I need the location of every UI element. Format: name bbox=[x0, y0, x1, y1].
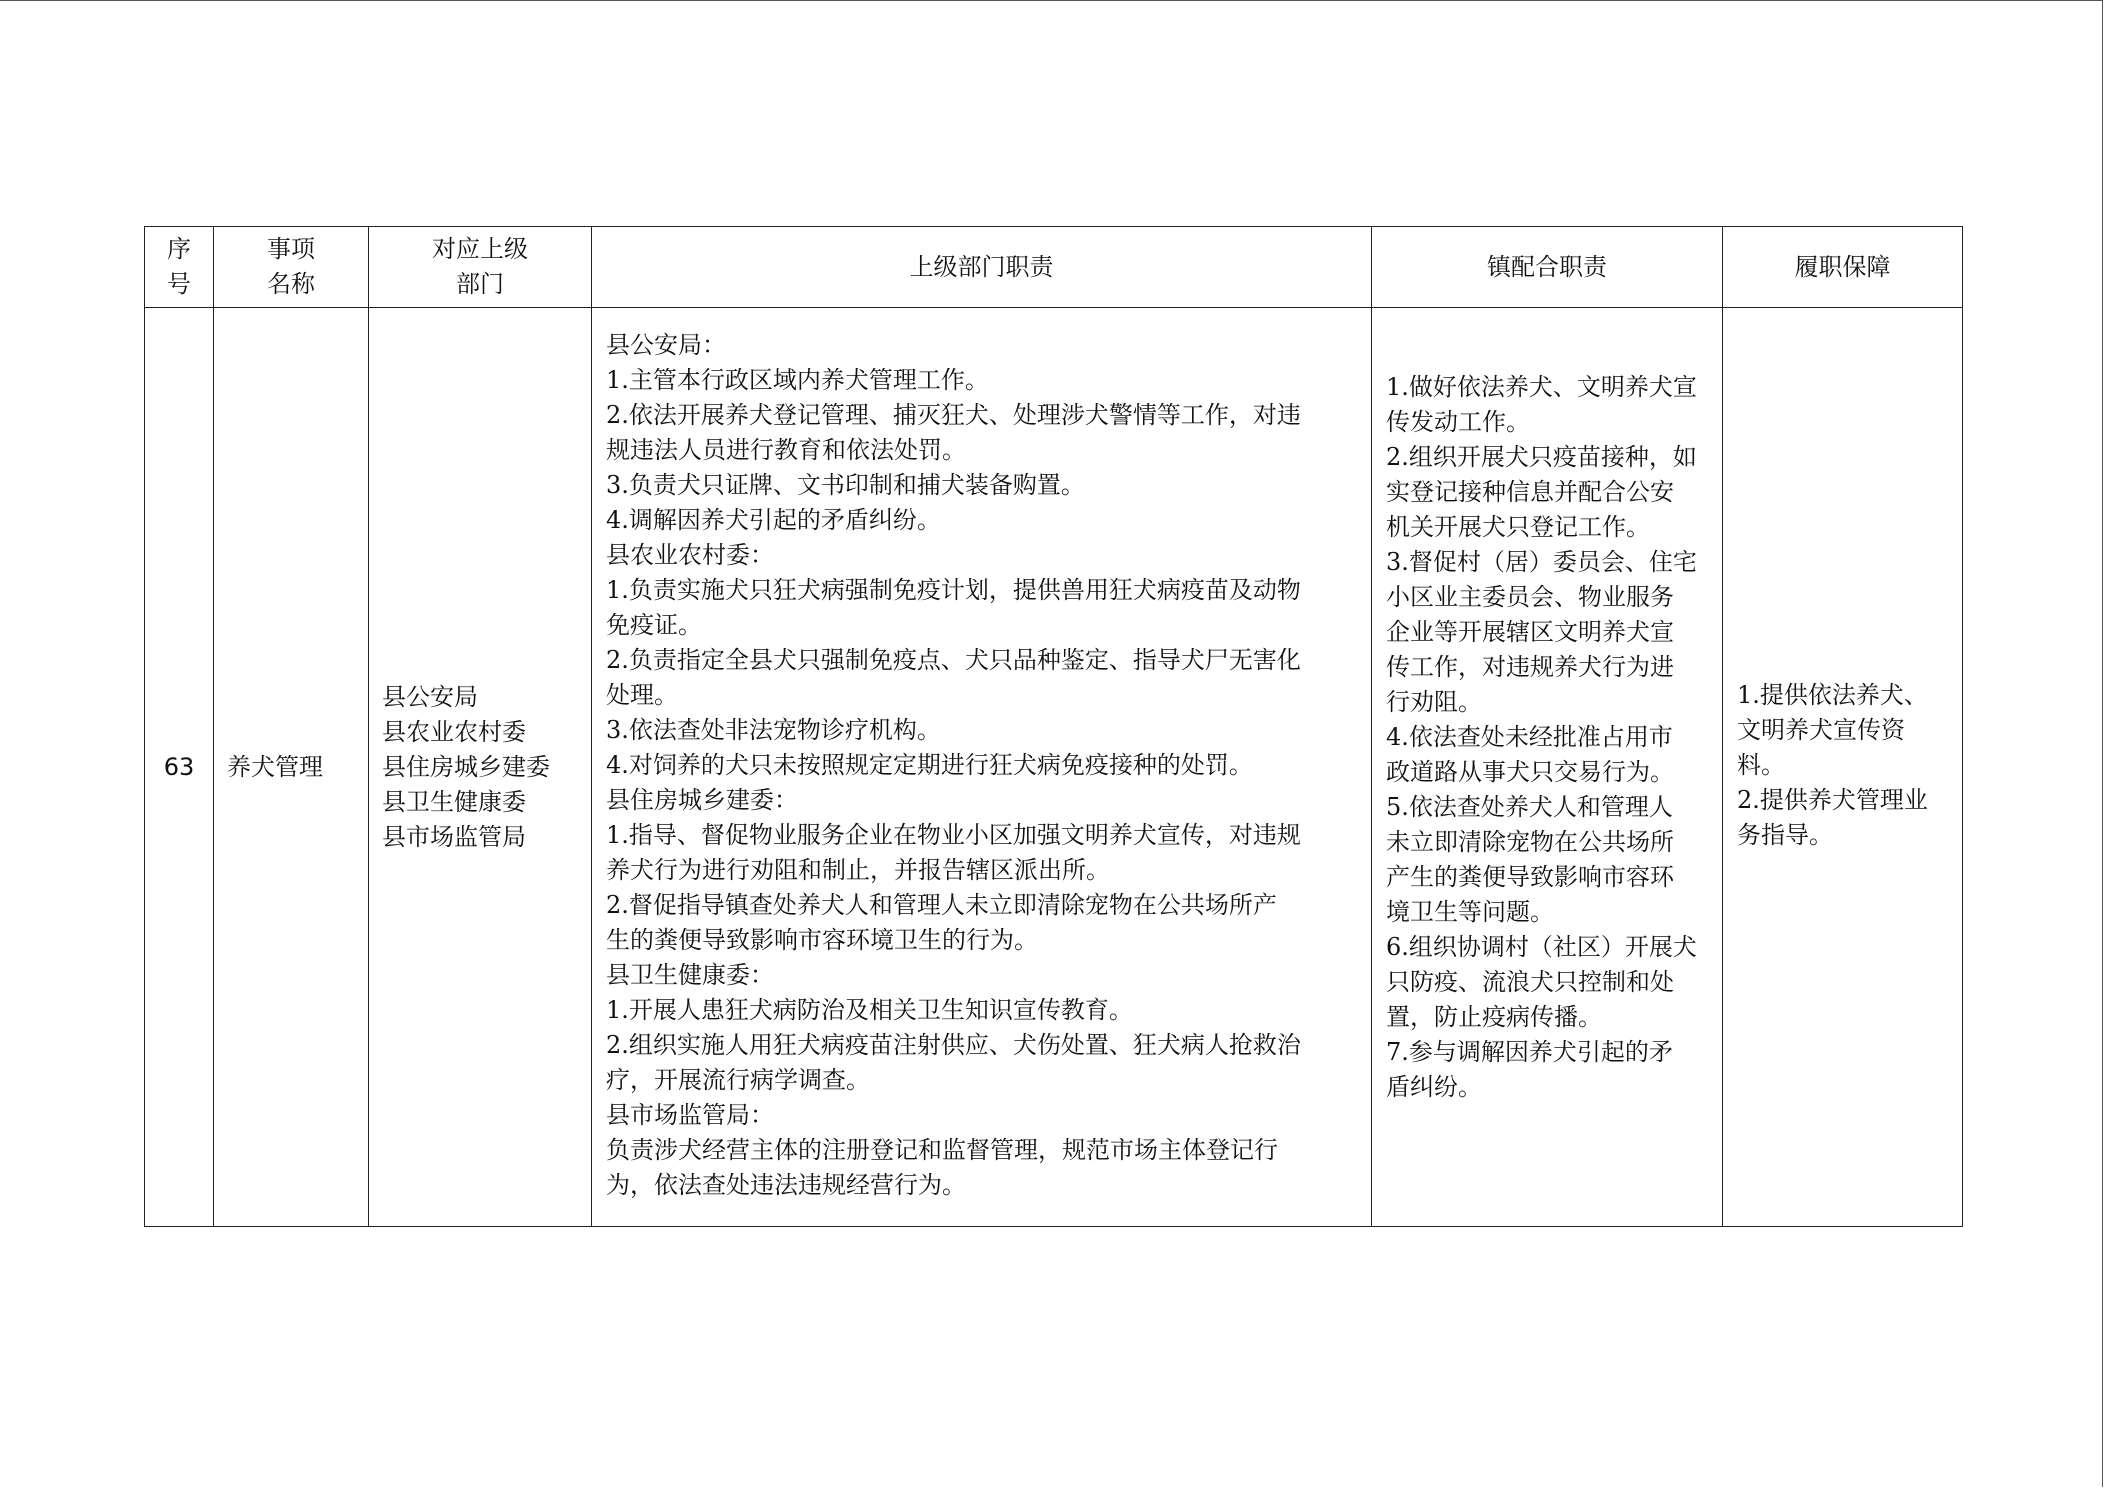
guarantee-line: 文明养犬宣传资 bbox=[1737, 715, 1905, 744]
town-duty-line: 政道路从事犬只交易行为。 bbox=[1386, 757, 1674, 786]
guarantee-line: 务指导。 bbox=[1737, 820, 1833, 849]
upper-duty-line: 生的粪便导致影响市容环境卫生的行为。 bbox=[606, 925, 1038, 954]
upper-duty-line: 2.督促指导镇查处养犬人和管理人未立即清除宠物在公共场所产 bbox=[606, 890, 1277, 919]
upper-duty-line: 免疫证。 bbox=[606, 610, 702, 639]
town-duty-line: 1.做好依法养犬、文明养犬宣 bbox=[1386, 372, 1697, 401]
upper-duty-line: 养犬行为进行劝阻和制止，并报告辖区派出所。 bbox=[606, 855, 1110, 884]
upper-duty-line: 3.依法查处非法宠物诊疗机构。 bbox=[606, 715, 941, 744]
header-dept-line: 部门 bbox=[456, 270, 504, 298]
upper-duty-line: 4.调解因养犬引起的矛盾纠纷。 bbox=[606, 505, 941, 534]
guarantee-line: 1.提供依法养犬、 bbox=[1737, 680, 1928, 709]
town-duty-line: 3.督促村（居）委员会、住宅 bbox=[1386, 547, 1697, 576]
town-duty-line: 传发动工作。 bbox=[1386, 407, 1530, 436]
town-duty-line: 2.组织开展犬只疫苗接种，如 bbox=[1386, 442, 1697, 471]
upper-duty-line: 疗，开展流行病学调查。 bbox=[606, 1065, 870, 1094]
upper-duty-line: 为，依法查处违法违规经营行为。 bbox=[606, 1170, 966, 1199]
row-number: 63 bbox=[145, 308, 214, 1227]
dept-list bbox=[369, 308, 592, 1227]
dept-item: 县农业农村委 bbox=[382, 717, 526, 746]
upper-duty-line: 处理。 bbox=[606, 680, 678, 709]
town-duty-line: 7.参与调解因养犬引起的矛 bbox=[1386, 1037, 1673, 1066]
header-upper-duties: 上级部门职责 bbox=[592, 227, 1372, 308]
upper-duty-line: 负责涉犬经营主体的注册登记和监督管理，规范市场主体登记行 bbox=[606, 1135, 1278, 1164]
town-duty-line: 只防疫、流浪犬只控制和处 bbox=[1386, 967, 1674, 996]
upper-duty-line: 规违法人员进行教育和依法处罚。 bbox=[606, 435, 966, 464]
town-duty-line: 小区业主委员会、物业服务 bbox=[1386, 582, 1674, 611]
header-dept bbox=[369, 227, 592, 308]
dept-item: 县公安局 bbox=[382, 682, 478, 711]
header-row bbox=[145, 227, 1963, 308]
upper-duty-line: 3.负责犬只证牌、文书印制和捕犬装备购置。 bbox=[606, 470, 1085, 499]
town-duty-line: 5.依法查处养犬人和管理人 bbox=[1386, 792, 1673, 821]
upper-duty-line: 1.负责实施犬只狂犬病强制免疫计划，提供兽用狂犬病疫苗及动物 bbox=[606, 575, 1301, 604]
upper-duty-line: 2.组织实施人用狂犬病疫苗注射供应、犬伤处置、狂犬病人抢救治 bbox=[606, 1030, 1301, 1059]
upper-duty-line: 1.指导、督促物业服务企业在物业小区加强文明养犬宣传，对违规 bbox=[606, 820, 1301, 849]
table-row bbox=[145, 308, 1963, 1227]
upper-duty-line: 县公安局： bbox=[606, 330, 726, 359]
header-no-line: 号 bbox=[167, 270, 191, 298]
header-no bbox=[145, 227, 214, 308]
town-duty-line: 置，防止疫病传播。 bbox=[1386, 1002, 1602, 1031]
town-duty-line: 实登记接种信息并配合公安 bbox=[1386, 477, 1674, 506]
upper-duty-line: 2.依法开展养犬登记管理、捕灭狂犬、处理涉犬警情等工作，对违 bbox=[606, 400, 1301, 429]
header-no-line: 序 bbox=[167, 235, 191, 263]
town-duty-line: 6.组织协调村（社区）开展犬 bbox=[1386, 932, 1697, 961]
upper-duties bbox=[592, 308, 1372, 1227]
header-name-line: 事项 bbox=[267, 235, 315, 263]
header-guarantee: 履职保障 bbox=[1723, 227, 1963, 308]
town-duty-line: 产生的粪便导致影响市容环 bbox=[1386, 862, 1674, 891]
duty-table bbox=[144, 226, 1963, 1227]
upper-duty-line: 1.主管本行政区域内养犬管理工作。 bbox=[606, 365, 989, 394]
upper-duty-line: 县住房城乡建委： bbox=[606, 785, 798, 814]
header-name-line: 名称 bbox=[267, 270, 315, 298]
town-duty-line: 未立即清除宠物在公共场所 bbox=[1386, 827, 1674, 856]
dept-item: 县住房城乡建委 bbox=[382, 752, 550, 781]
upper-duty-line: 县市场监管局： bbox=[606, 1100, 774, 1129]
item-name: 养犬管理 bbox=[214, 308, 369, 1227]
header-town-duties: 镇配合职责 bbox=[1372, 227, 1723, 308]
town-duty-line: 4.依法查处未经批准占用市 bbox=[1386, 722, 1673, 751]
town-duty-line: 盾纠纷。 bbox=[1386, 1072, 1482, 1101]
upper-duty-line: 县农业农村委： bbox=[606, 540, 774, 569]
header-dept-line: 对应上级 bbox=[432, 235, 528, 263]
town-duties bbox=[1372, 308, 1723, 1227]
town-duty-line: 企业等开展辖区文明养犬宣 bbox=[1386, 617, 1674, 646]
town-duty-line: 机关开展犬只登记工作。 bbox=[1386, 512, 1650, 541]
upper-duty-line: 县卫生健康委： bbox=[606, 960, 774, 989]
dept-item: 县市场监管局 bbox=[382, 822, 526, 851]
header-name bbox=[214, 227, 369, 308]
upper-duty-line: 4.对饲养的犬只未按照规定定期进行狂犬病免疫接种的处罚。 bbox=[606, 750, 1253, 779]
town-duty-line: 境卫生等问题。 bbox=[1386, 897, 1554, 926]
upper-duty-line: 1.开展人患狂犬病防治及相关卫生知识宣传教育。 bbox=[606, 995, 1133, 1024]
guarantee-line: 2.提供养犬管理业 bbox=[1737, 785, 1928, 814]
town-duty-line: 传工作，对违规养犬行为进 bbox=[1386, 652, 1674, 681]
upper-duty-line: 2.负责指定全县犬只强制免疫点、犬只品种鉴定、指导犬尸无害化 bbox=[606, 645, 1301, 674]
town-duty-line: 行劝阻。 bbox=[1386, 687, 1482, 716]
guarantee bbox=[1723, 308, 1963, 1227]
dept-item: 县卫生健康委 bbox=[382, 787, 526, 816]
guarantee-line: 料。 bbox=[1737, 750, 1785, 779]
